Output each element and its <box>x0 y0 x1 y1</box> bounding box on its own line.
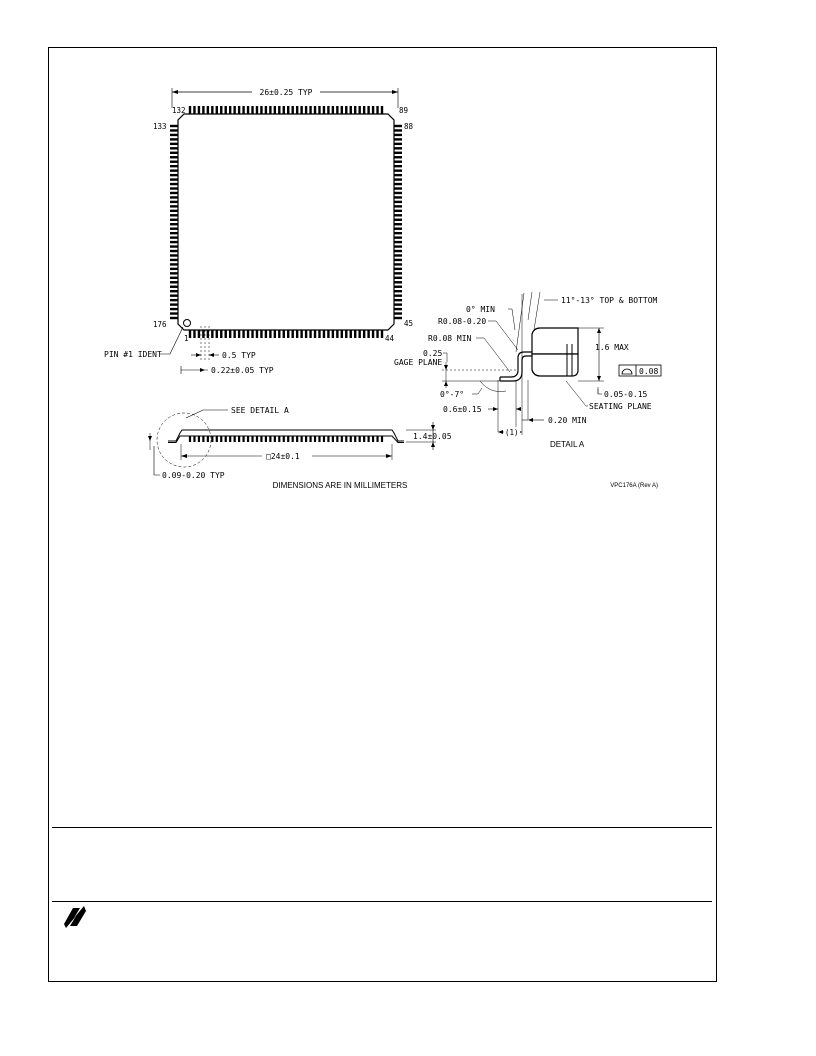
side-lead <box>292 436 294 442</box>
pin-lead <box>372 330 374 338</box>
pin-lead <box>170 259 178 261</box>
pin-lead <box>394 272 402 274</box>
pin-label-89: 89 <box>399 106 409 115</box>
side-lead <box>341 436 343 442</box>
pin-lead <box>170 134 178 136</box>
gage-value-label: 0.25 <box>423 349 443 358</box>
pin-lead <box>242 330 244 338</box>
pin-lead <box>363 330 365 338</box>
pin-lead <box>332 330 334 338</box>
pin-lead <box>238 106 240 114</box>
side-lead <box>234 436 236 442</box>
pin-lead <box>170 290 178 292</box>
side-lead <box>376 436 378 442</box>
pin-lead <box>170 178 178 180</box>
pin-lead <box>394 147 402 149</box>
coplanarity-label: 0.08 <box>639 367 659 376</box>
pin-lead <box>225 106 227 114</box>
pin-lead <box>394 134 402 136</box>
lead-min-label: 0.20 MIN <box>548 416 587 425</box>
pin-lead <box>394 277 402 279</box>
pin-lead <box>170 227 178 229</box>
pin-lead <box>336 106 338 114</box>
pin-lead <box>198 330 200 338</box>
footprint-label: (1) <box>505 428 519 437</box>
pin-lead <box>309 106 311 114</box>
pin-lead <box>170 161 178 163</box>
pin-lead <box>260 106 262 114</box>
side-lead <box>247 436 249 442</box>
side-lead <box>251 436 253 442</box>
pin-lead <box>394 192 402 194</box>
side-lead <box>220 436 222 442</box>
side-lead <box>216 436 218 442</box>
pin-lead <box>394 165 402 167</box>
pin-lead <box>358 106 360 114</box>
pin-lead <box>170 299 178 301</box>
side-lead <box>193 436 195 442</box>
units-note: DIMENSIONS ARE IN MILLIMETERS <box>272 481 408 490</box>
pin-lead <box>278 106 280 114</box>
pin-lead <box>170 196 178 198</box>
pin-lead <box>233 330 235 338</box>
top-pin-row <box>189 106 383 114</box>
pin-lead <box>394 317 402 319</box>
side-lead <box>314 436 316 442</box>
pin-lead <box>193 330 195 338</box>
pin-lead <box>216 330 218 338</box>
pin-lead <box>372 106 374 114</box>
pin-label-133: 133 <box>153 122 167 131</box>
pin-label-44: 44 <box>385 334 395 343</box>
pin1-ident-label: PIN #1 IDENT <box>104 350 162 359</box>
side-lead <box>274 436 276 442</box>
top-view <box>104 86 414 375</box>
side-lead <box>225 436 227 442</box>
pin-lead <box>394 214 402 216</box>
pin-lead <box>170 183 178 185</box>
pin-lead <box>394 299 402 301</box>
pin-lead <box>394 161 402 163</box>
pin-lead <box>394 281 402 283</box>
max-height-label: 1.6 MAX <box>595 343 629 352</box>
side-lead <box>309 436 311 442</box>
pin-lead <box>170 317 178 319</box>
pin-lead <box>207 106 209 114</box>
pin-lead <box>341 106 343 114</box>
pin-lead <box>394 227 402 229</box>
pin-lead <box>394 178 402 180</box>
pin-lead <box>332 106 334 114</box>
angle-min-label: 0° MIN <box>466 305 495 314</box>
pin-lead <box>278 330 280 338</box>
pin-lead <box>170 169 178 171</box>
pin-lead <box>238 330 240 338</box>
side-lead <box>283 436 285 442</box>
pin-lead <box>170 245 178 247</box>
pin-lead <box>314 330 316 338</box>
pin-lead <box>394 196 402 198</box>
left-pin-row <box>170 125 178 319</box>
pin-lead <box>345 106 347 114</box>
pin-lead <box>381 330 383 338</box>
pin-lead <box>394 290 402 292</box>
pin-lead <box>300 106 302 114</box>
side-lead <box>336 436 338 442</box>
pin-lead <box>394 219 402 221</box>
gage-plane-label: GAGE PLANE <box>394 358 443 367</box>
pin-lead <box>193 106 195 114</box>
side-lead <box>265 436 267 442</box>
pin-lead <box>170 147 178 149</box>
seating-plane-label: SEATING PLANE <box>589 402 652 411</box>
pin-lead <box>394 187 402 189</box>
pin-lead <box>170 223 178 225</box>
side-view <box>148 406 452 480</box>
package-body <box>178 114 394 330</box>
pin-lead <box>323 330 325 338</box>
pin-lead <box>287 330 289 338</box>
pin-lead <box>394 210 402 212</box>
pin-lead <box>170 174 178 176</box>
pin-lead <box>394 241 402 243</box>
pin-lead <box>202 330 204 338</box>
pin-lead <box>189 106 191 114</box>
pin-lead <box>327 106 329 114</box>
pin-lead <box>354 330 356 338</box>
pin-lead <box>170 268 178 270</box>
pin-lead <box>296 106 298 114</box>
side-lead <box>332 436 334 442</box>
side-lead <box>211 436 213 442</box>
pin-lead <box>394 259 402 261</box>
pin-lead <box>269 106 271 114</box>
side-lead <box>260 436 262 442</box>
pin-lead <box>274 330 276 338</box>
pin-lead <box>225 330 227 338</box>
pin-lead <box>170 192 178 194</box>
side-lead <box>363 436 365 442</box>
pin-lead <box>318 106 320 114</box>
pin-lead <box>341 330 343 338</box>
pin-lead <box>291 330 293 338</box>
side-lead <box>327 436 329 442</box>
pin-lead <box>274 106 276 114</box>
pin-lead <box>394 268 402 270</box>
side-lead <box>323 436 325 442</box>
pin-lead <box>314 106 316 114</box>
pin-lead <box>170 312 178 314</box>
side-lead <box>189 436 191 442</box>
side-lead <box>359 436 361 442</box>
pin-lead <box>207 330 209 338</box>
pin-lead <box>394 232 402 234</box>
detail-title: DETAIL A <box>550 440 585 449</box>
side-lead <box>350 436 352 442</box>
side-lead <box>305 436 307 442</box>
pin-lead <box>170 165 178 167</box>
pin-lead <box>198 106 200 114</box>
pin-lead <box>269 330 271 338</box>
pin-lead <box>233 106 235 114</box>
pin-lead <box>170 210 178 212</box>
pin-lead <box>170 236 178 238</box>
side-lead <box>198 436 200 442</box>
side-lead <box>269 436 271 442</box>
lead-thickness-label: 0.09-0.20 TYP <box>162 471 225 480</box>
pin-lead <box>283 106 285 114</box>
pin-label-176: 176 <box>153 320 167 329</box>
side-lead <box>229 436 231 442</box>
angle-top-bottom-label: 11°-13° TOP & BOTTOM <box>561 296 658 305</box>
side-lead <box>318 436 320 442</box>
pin-lead <box>367 330 369 338</box>
pin-lead <box>394 263 402 265</box>
pin-lead <box>318 330 320 338</box>
side-lead <box>368 436 370 442</box>
lead-width-label: 0.22±0.05 TYP <box>211 366 274 375</box>
pin-lead <box>394 294 402 296</box>
side-lead-row <box>189 436 383 442</box>
foot-angle-label: 0°-7° <box>440 390 465 399</box>
radius-min-label: R0.08 MIN <box>428 334 472 343</box>
radius-range-label: R0.08-0.20 <box>438 317 487 326</box>
pin-lead <box>170 152 178 154</box>
pin-lead <box>170 138 178 140</box>
pin-lead <box>296 330 298 338</box>
pin-lead <box>363 106 365 114</box>
pin-lead <box>354 106 356 114</box>
side-lead <box>238 436 240 442</box>
pin-lead <box>170 156 178 158</box>
pin-lead <box>394 205 402 207</box>
right-pin-row <box>394 125 402 319</box>
pin-lead <box>394 312 402 314</box>
pin-lead <box>229 330 231 338</box>
pin-lead <box>170 281 178 283</box>
side-lead <box>345 436 347 442</box>
pin-lead <box>170 125 178 127</box>
side-lead <box>202 436 204 442</box>
pin-lead <box>251 330 253 338</box>
pin-lead <box>300 330 302 338</box>
pin-label-132: 132 <box>172 106 186 115</box>
pin-lead <box>394 174 402 176</box>
pin-lead <box>220 106 222 114</box>
pin-lead <box>211 330 213 338</box>
see-detail-label: SEE DETAIL A <box>231 406 289 415</box>
pin-lead <box>336 330 338 338</box>
pin-lead <box>202 106 204 114</box>
pin-lead <box>376 330 378 338</box>
side-lead <box>381 436 383 442</box>
pin-lead <box>220 330 222 338</box>
pin-lead <box>381 106 383 114</box>
pin-lead <box>170 263 178 265</box>
pin-label-88: 88 <box>404 122 414 131</box>
drawing-id: VPC176A (Rev A) <box>610 483 658 489</box>
pin-lead <box>216 106 218 114</box>
body-size-label: □24±0.1 <box>266 452 300 461</box>
side-lead <box>242 436 244 442</box>
pin-lead <box>170 205 178 207</box>
pin-lead <box>170 250 178 252</box>
pin-lead <box>305 106 307 114</box>
pin-lead <box>251 106 253 114</box>
pin-lead <box>291 106 293 114</box>
side-lead <box>296 436 298 442</box>
pin-lead <box>287 106 289 114</box>
company-logo-icon <box>64 906 86 928</box>
pin-lead <box>247 106 249 114</box>
pin-lead <box>170 286 178 288</box>
pin-lead <box>394 169 402 171</box>
pin-lead <box>170 219 178 221</box>
pin-lead <box>256 330 258 338</box>
pin-lead <box>394 254 402 256</box>
pin-lead <box>376 106 378 114</box>
foot-length-label: 0.6±0.15 <box>443 405 482 414</box>
pin-lead <box>367 106 369 114</box>
pin-lead <box>170 232 178 234</box>
pin-lead <box>305 330 307 338</box>
pin-lead <box>394 245 402 247</box>
height-label: 1.4±0.05 <box>413 432 452 441</box>
standoff-label: 0.05-0.15 <box>604 390 648 399</box>
pin-lead <box>170 187 178 189</box>
pin-label-45: 45 <box>404 319 414 328</box>
pin-lead <box>394 201 402 203</box>
pin-lead <box>394 138 402 140</box>
pin-lead <box>350 106 352 114</box>
pin-lead <box>170 254 178 256</box>
pin-lead <box>350 330 352 338</box>
pin-lead <box>394 183 402 185</box>
pin-lead <box>170 201 178 203</box>
pin-lead <box>394 286 402 288</box>
pin-lead <box>394 223 402 225</box>
pin-lead <box>170 129 178 131</box>
pin-lead <box>327 330 329 338</box>
pin-lead <box>189 330 191 338</box>
side-lead <box>354 436 356 442</box>
pin-lead <box>170 143 178 145</box>
pin-lead <box>323 106 325 114</box>
pin-lead <box>256 106 258 114</box>
pin-lead <box>394 303 402 305</box>
pin-lead <box>394 143 402 145</box>
pin-lead <box>170 214 178 216</box>
pin-lead <box>229 106 231 114</box>
pin-lead <box>283 330 285 338</box>
pin-lead <box>170 241 178 243</box>
pin-lead <box>265 330 267 338</box>
pin-lead <box>394 156 402 158</box>
side-lead <box>278 436 280 442</box>
side-lead <box>372 436 374 442</box>
pin-lead <box>247 330 249 338</box>
pin-label-1: 1 <box>184 334 189 343</box>
pin-lead <box>170 277 178 279</box>
side-lead <box>207 436 209 442</box>
pin-lead <box>265 106 267 114</box>
side-lead <box>287 436 289 442</box>
pin-lead <box>260 330 262 338</box>
pin-lead <box>394 129 402 131</box>
width-dim-label: 26±0.25 TYP <box>259 88 313 97</box>
pin-lead <box>242 106 244 114</box>
pin-lead <box>394 250 402 252</box>
side-lead <box>256 436 258 442</box>
pin-lead <box>394 152 402 154</box>
pin-lead <box>394 125 402 127</box>
pin-lead <box>170 294 178 296</box>
bottom-pin-row <box>189 330 383 338</box>
side-lead <box>301 436 303 442</box>
pin-lead <box>170 308 178 310</box>
pin-lead <box>170 272 178 274</box>
pin-lead <box>345 330 347 338</box>
pitch-label: 0.5 TYP <box>222 351 256 360</box>
pin-lead <box>211 106 213 114</box>
pin-lead <box>394 236 402 238</box>
pin-lead <box>358 330 360 338</box>
pin-lead <box>394 308 402 310</box>
pin-lead <box>170 303 178 305</box>
pin-lead <box>309 330 311 338</box>
